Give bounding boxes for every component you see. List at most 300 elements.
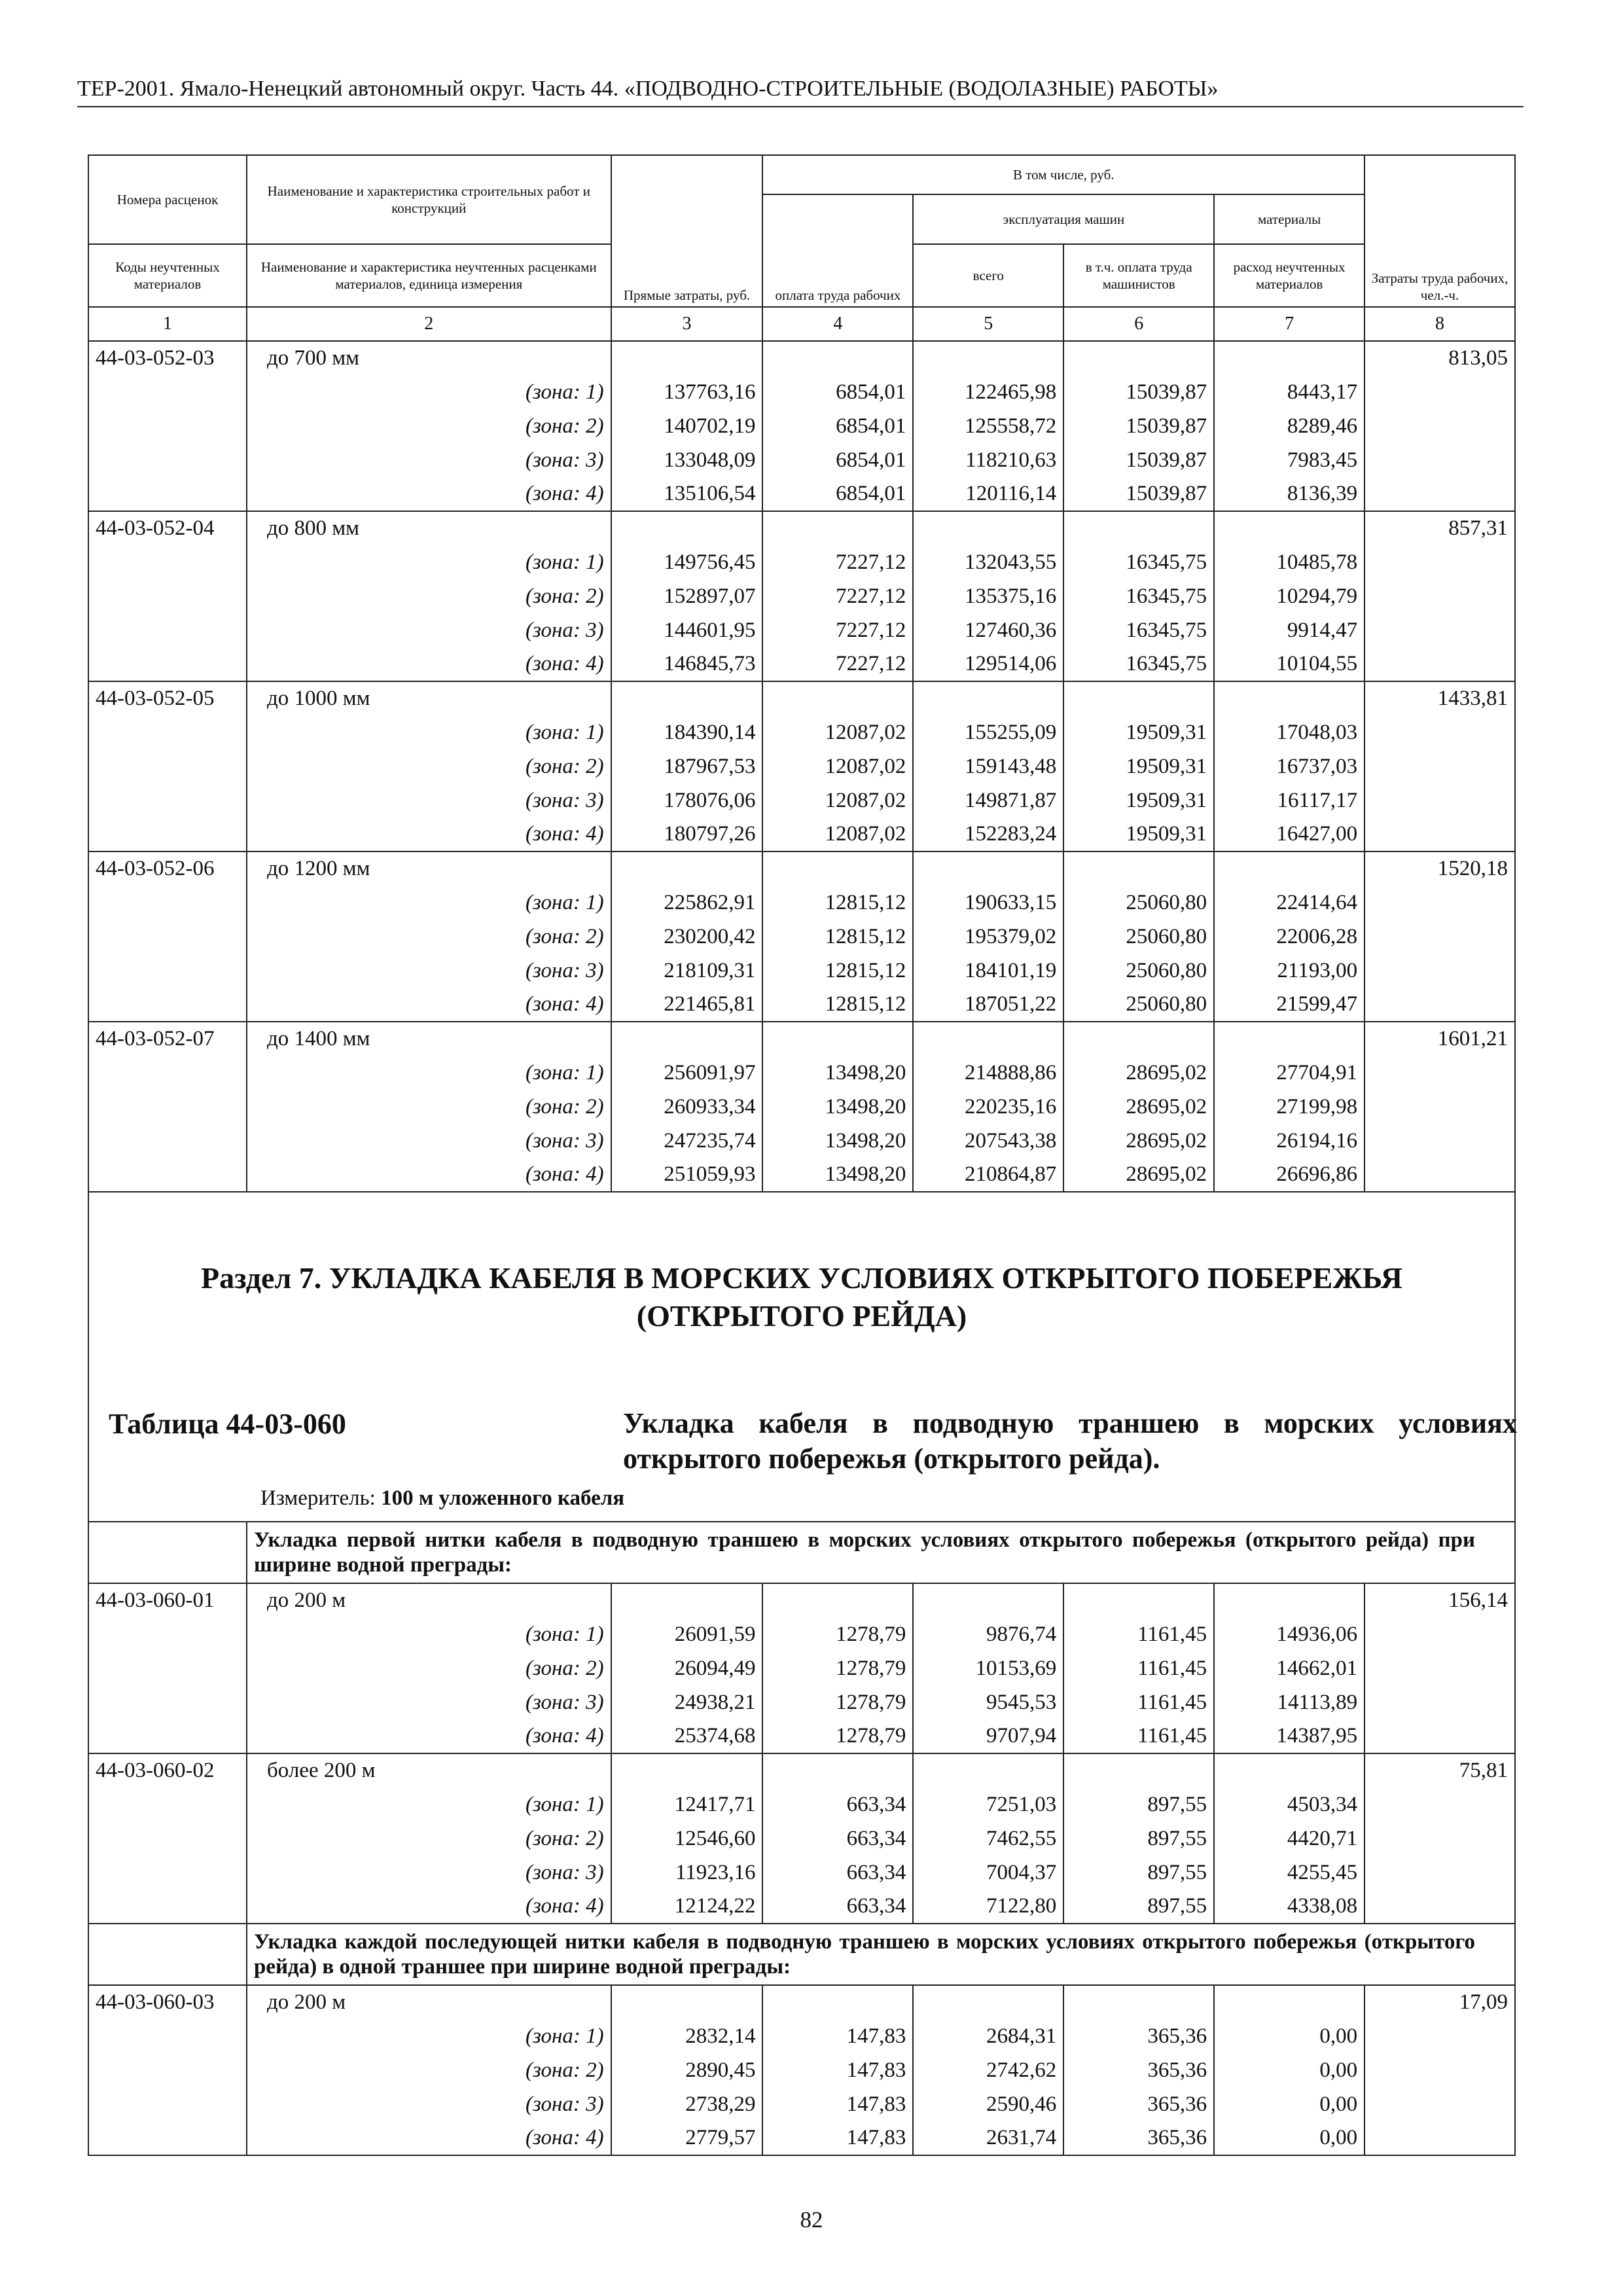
col-header-materials: материалы	[1214, 194, 1364, 244]
rate-code: 44-03-052-05	[88, 681, 247, 715]
wages: 6854,01	[762, 443, 913, 477]
direct-cost-cell	[611, 341, 763, 375]
section-box	[89, 1193, 1517, 1521]
wages: 7227,12	[762, 579, 913, 613]
materials-cost: 14936,06	[1214, 1617, 1364, 1651]
operators-cell	[1063, 511, 1214, 545]
wages: 6854,01	[762, 477, 913, 511]
column-number: 6	[1063, 307, 1214, 341]
operators-cell	[1063, 1985, 1214, 2019]
rate-code-cell	[88, 1821, 247, 1856]
wages-cell	[762, 1753, 913, 1787]
work-name: до 800 мм	[247, 511, 611, 545]
zone-row	[88, 1890, 1515, 1924]
machines-total: 159143,48	[913, 749, 1063, 783]
operators-cell	[1063, 341, 1214, 375]
rate-code-cell	[88, 954, 247, 988]
materials-cost: 21599,47	[1214, 988, 1364, 1022]
direct-cost: 25374,68	[611, 1719, 763, 1753]
direct-cost-cell	[611, 1022, 763, 1056]
rate-group-header-row	[88, 1583, 1515, 1617]
materials-cost: 8136,39	[1214, 477, 1364, 511]
direct-cost: 256091,97	[611, 1056, 763, 1090]
wages: 147,83	[762, 2019, 913, 2053]
materials-cost: 16737,03	[1214, 749, 1364, 783]
wages: 12087,02	[762, 783, 913, 817]
zone-label: (зона: 1)	[247, 1617, 611, 1651]
work-name: до 200 м	[247, 1985, 611, 2019]
rate-code-cell	[88, 545, 247, 579]
materials-cost: 14662,01	[1214, 1651, 1364, 1685]
zone-label: (зона: 2)	[247, 920, 611, 954]
materials-cost: 9914,47	[1214, 613, 1364, 647]
materials-cost: 14113,89	[1214, 1685, 1364, 1719]
rate-code-cell	[88, 443, 247, 477]
measurement-unit	[260, 1483, 624, 1513]
labor-cost: 17,09	[1364, 1985, 1515, 2019]
zone-label: (зона: 2)	[247, 579, 611, 613]
materials-cost: 21193,00	[1214, 954, 1364, 988]
operators-wages: 16345,75	[1063, 579, 1214, 613]
materials-cost: 8289,46	[1214, 409, 1364, 443]
direct-cost: 11923,16	[611, 1856, 763, 1890]
wages-cell	[762, 1985, 913, 2019]
direct-cost-cell	[611, 852, 763, 886]
subheading-left-cell	[88, 1924, 247, 1985]
wages: 12815,12	[762, 988, 913, 1022]
rate-code-cell	[88, 988, 247, 1022]
col-header-machines-total: всего	[913, 244, 1063, 307]
operators-wages: 16345,75	[1063, 613, 1214, 647]
materials-cost: 22414,64	[1214, 886, 1364, 920]
wages-cell	[762, 511, 913, 545]
machines-total: 214888,86	[913, 1056, 1063, 1090]
rate-code-cell	[88, 1158, 247, 1192]
operators-wages: 25060,80	[1063, 920, 1214, 954]
machines-total: 2684,31	[913, 2019, 1063, 2053]
operators-wages: 365,36	[1063, 2053, 1214, 2087]
operators-wages: 28695,02	[1063, 1124, 1214, 1158]
zone-row	[88, 409, 1515, 443]
materials-cell	[1214, 1753, 1364, 1787]
zone-row	[88, 2121, 1515, 2155]
direct-cost: 137763,16	[611, 375, 763, 409]
materials-cost: 26194,16	[1214, 1124, 1364, 1158]
machines-total: 7462,55	[913, 1821, 1063, 1856]
zone-label: (зона: 3)	[247, 2087, 611, 2121]
labor-cell	[1364, 954, 1515, 988]
direct-cost: 2832,14	[611, 2019, 763, 2053]
machines-total: 9545,53	[913, 1685, 1063, 1719]
rate-group-header-row	[88, 511, 1515, 545]
running-header: ТЕР-2001. Ямало-Ненецкий автономный округ. Часть 44. «ПОДВОДНО-СТРОИТЕЛЬНЫЕ (ВОДОЛАЗНЫЕ) РАБОТЫ»	[77, 77, 1219, 101]
labor-cell	[1364, 715, 1515, 749]
zone-row	[88, 1719, 1515, 1753]
direct-cost: 2890,45	[611, 2053, 763, 2087]
zone-label: (зона: 1)	[247, 715, 611, 749]
operators-wages: 1161,45	[1063, 1651, 1214, 1685]
operators-wages: 897,55	[1063, 1821, 1214, 1856]
zone-row	[88, 545, 1515, 579]
materials-cost: 10485,78	[1214, 545, 1364, 579]
labor-cell	[1364, 920, 1515, 954]
labor-cell	[1364, 1158, 1515, 1192]
zone-label: (зона: 4)	[247, 988, 611, 1022]
zone-row	[88, 715, 1515, 749]
header-rule	[77, 106, 1524, 107]
materials-cost: 16117,17	[1214, 783, 1364, 817]
direct-cost: 12124,22	[611, 1890, 763, 1924]
subheading-left-cell	[88, 1522, 247, 1583]
wages: 7227,12	[762, 545, 913, 579]
zone-label: (зона: 4)	[247, 1890, 611, 1924]
wages: 12087,02	[762, 817, 913, 852]
col-header-material-names: Наименование и характеристика неучтенных расценками материалов, единица измерения	[247, 244, 611, 307]
machines-total: 152283,24	[913, 817, 1063, 852]
zone-row	[88, 783, 1515, 817]
machines-total: 220235,16	[913, 1090, 1063, 1124]
subheading-text: Укладка первой нитки кабеля в подводную траншею в морских условиях открытого побережья (открытого рейда) при ширине водной преграды:	[247, 1522, 1515, 1583]
col-header-machines: эксплуатация машин	[913, 194, 1214, 244]
rate-code-cell	[88, 749, 247, 783]
operators-wages: 15039,87	[1063, 409, 1214, 443]
zone-row	[88, 1787, 1515, 1821]
direct-cost: 230200,42	[611, 920, 763, 954]
col-header-material-codes: Коды неучтенных материалов	[88, 244, 247, 307]
column-number: 1	[88, 307, 247, 341]
rate-code-cell	[88, 1617, 247, 1651]
machines-total: 10153,69	[913, 1651, 1063, 1685]
operators-wages: 28695,02	[1063, 1090, 1214, 1124]
zone-row	[88, 988, 1515, 1022]
operators-wages: 1161,45	[1063, 1685, 1214, 1719]
wages-cell	[762, 1022, 913, 1056]
materials-cost: 0,00	[1214, 2087, 1364, 2121]
zone-row	[88, 1056, 1515, 1090]
rate-group-header-row	[88, 1022, 1515, 1056]
labor-cell	[1364, 1685, 1515, 1719]
zone-row	[88, 920, 1515, 954]
direct-cost: 135106,54	[611, 477, 763, 511]
rate-group-header-row	[88, 1753, 1515, 1787]
zone-label: (зона: 1)	[247, 2019, 611, 2053]
materials-cost: 10104,55	[1214, 647, 1364, 681]
materials-cost: 27704,91	[1214, 1056, 1364, 1090]
operators-wages: 897,55	[1063, 1856, 1214, 1890]
page-number: 82	[800, 2207, 823, 2233]
zone-label: (зона: 1)	[247, 1787, 611, 1821]
labor-cell	[1364, 647, 1515, 681]
materials-cost: 7983,45	[1214, 443, 1364, 477]
zone-label: (зона: 4)	[247, 477, 611, 511]
labor-cell	[1364, 1090, 1515, 1124]
zone-row	[88, 954, 1515, 988]
labor-cell	[1364, 749, 1515, 783]
labor-cell	[1364, 613, 1515, 647]
labor-cost: 156,14	[1364, 1583, 1515, 1617]
zone-label: (зона: 1)	[247, 1056, 611, 1090]
col-header-material-usage: расход неучтенных материалов	[1214, 244, 1364, 307]
direct-cost-cell	[611, 511, 763, 545]
labor-cell	[1364, 988, 1515, 1022]
column-number: 8	[1364, 307, 1515, 341]
wages: 6854,01	[762, 375, 913, 409]
direct-cost: 149756,45	[611, 545, 763, 579]
section-title-line: Раздел 7. УКЛАДКА КАБЕЛЯ В МОРСКИХ УСЛОВИЯХ ОТКРЫТОГО ПОБЕРЕЖЬЯ	[201, 1261, 1402, 1295]
materials-cell	[1214, 511, 1364, 545]
rate-code-cell	[88, 1056, 247, 1090]
measurement-value: 100 м уложенного кабеля	[381, 1486, 625, 1510]
materials-cost: 4255,45	[1214, 1856, 1364, 1890]
wages: 6854,01	[762, 409, 913, 443]
zone-row	[88, 817, 1515, 852]
labor-cell	[1364, 375, 1515, 409]
wages: 13498,20	[762, 1124, 913, 1158]
machines-total: 184101,19	[913, 954, 1063, 988]
direct-cost: 24938,21	[611, 1685, 763, 1719]
operators-wages: 25060,80	[1063, 886, 1214, 920]
zone-row	[88, 647, 1515, 681]
wages: 12815,12	[762, 954, 913, 988]
direct-cost: 260933,34	[611, 1090, 763, 1124]
machines-total: 2742,62	[913, 2053, 1063, 2087]
materials-cost: 4503,34	[1214, 1787, 1364, 1821]
col-header-operators: в т.ч. оплата труда машинистов	[1063, 244, 1214, 307]
direct-cost: 133048,09	[611, 443, 763, 477]
zone-label: (зона: 4)	[247, 647, 611, 681]
machines-total: 118210,63	[913, 443, 1063, 477]
operators-wages: 28695,02	[1063, 1056, 1214, 1090]
direct-cost: 225862,91	[611, 886, 763, 920]
operators-wages: 897,55	[1063, 1890, 1214, 1924]
materials-cost: 14387,95	[1214, 1719, 1364, 1753]
machines-total: 2631,74	[913, 2121, 1063, 2155]
machines-total: 7122,80	[913, 1890, 1063, 1924]
col-header-rate-numbers: Номера расценок	[88, 155, 247, 244]
rate-code-cell	[88, 375, 247, 409]
wages: 663,34	[762, 1890, 913, 1924]
rate-code-cell	[88, 715, 247, 749]
section-title-line: (ОТКРЫТОГО РЕЙДА)	[636, 1299, 967, 1333]
labor-cell	[1364, 477, 1515, 511]
operators-cell	[1063, 1753, 1214, 1787]
work-name: до 700 мм	[247, 341, 611, 375]
materials-cost: 10294,79	[1214, 579, 1364, 613]
zone-row	[88, 1090, 1515, 1124]
rate-code-cell	[88, 1685, 247, 1719]
zone-row	[88, 579, 1515, 613]
operators-wages: 19509,31	[1063, 817, 1214, 852]
column-number: 7	[1214, 307, 1364, 341]
machines-total: 187051,22	[913, 988, 1063, 1022]
wages: 13498,20	[762, 1158, 913, 1192]
zone-label: (зона: 4)	[247, 2121, 611, 2155]
rate-code-cell	[88, 613, 247, 647]
operators-cell	[1063, 1022, 1214, 1056]
rate-code: 44-03-052-07	[88, 1022, 247, 1056]
zone-label: (зона: 3)	[247, 443, 611, 477]
zone-label: (зона: 3)	[247, 783, 611, 817]
rate-code: 44-03-052-03	[88, 341, 247, 375]
zone-label: (зона: 1)	[247, 375, 611, 409]
zone-label: (зона: 2)	[247, 1821, 611, 1856]
machines-total: 125558,72	[913, 409, 1063, 443]
wages-cell	[762, 341, 913, 375]
labor-cell	[1364, 1056, 1515, 1090]
rate-code: 44-03-060-01	[88, 1583, 247, 1617]
materials-cell	[1214, 341, 1364, 375]
machines-total: 149871,87	[913, 783, 1063, 817]
materials-cost: 0,00	[1214, 2019, 1364, 2053]
zone-label: (зона: 1)	[247, 886, 611, 920]
materials-cost: 4420,71	[1214, 1821, 1364, 1856]
operators-wages: 28695,02	[1063, 1158, 1214, 1192]
work-name: до 1000 мм	[247, 681, 611, 715]
operators-wages: 16345,75	[1063, 647, 1214, 681]
subheading-text: Укладка каждой последующей нитки кабеля в подводную траншею в морских условиях открытого побережья (открытого рейда) в одной траншее при ширине водной преграды:	[247, 1924, 1515, 1985]
wages: 12815,12	[762, 920, 913, 954]
operators-wages: 365,36	[1063, 2087, 1214, 2121]
labor-cell	[1364, 2019, 1515, 2053]
labor-cell	[1364, 2121, 1515, 2155]
subheading-row	[88, 1924, 1515, 1985]
machines-total: 155255,09	[913, 715, 1063, 749]
direct-cost: 26091,59	[611, 1617, 763, 1651]
zone-label: (зона: 4)	[247, 1719, 611, 1753]
labor-cell	[1364, 443, 1515, 477]
rate-table	[88, 154, 1516, 2156]
materials-cost: 4338,08	[1214, 1890, 1364, 1924]
rate-code-cell	[88, 1124, 247, 1158]
wages: 12087,02	[762, 749, 913, 783]
machines-total: 132043,55	[913, 545, 1063, 579]
machines-total: 127460,36	[913, 613, 1063, 647]
zone-row	[88, 1685, 1515, 1719]
rate-code-cell	[88, 920, 247, 954]
zone-label: (зона: 1)	[247, 545, 611, 579]
direct-cost: 180797,26	[611, 817, 763, 852]
labor-cell	[1364, 1124, 1515, 1158]
wages: 147,83	[762, 2087, 913, 2121]
zone-label: (зона: 2)	[247, 1651, 611, 1685]
wages: 1278,79	[762, 1719, 913, 1753]
wages: 12815,12	[762, 886, 913, 920]
labor-cell	[1364, 1821, 1515, 1856]
operators-wages: 16345,75	[1063, 545, 1214, 579]
wages-cell	[762, 852, 913, 886]
operators-cell	[1063, 681, 1214, 715]
machines-cell	[913, 852, 1063, 886]
rate-code-cell	[88, 579, 247, 613]
zone-label: (зона: 3)	[247, 1856, 611, 1890]
work-name: более 200 м	[247, 1753, 611, 1787]
zone-label: (зона: 3)	[247, 1685, 611, 1719]
rate-code-cell	[88, 2121, 247, 2155]
zone-label: (зона: 2)	[247, 2053, 611, 2087]
direct-cost: 247235,74	[611, 1124, 763, 1158]
table-description: Укладка кабеля в подводную траншею в морских условиях открытого побережья (открытого рейда).	[623, 1407, 1517, 1475]
direct-cost: 218109,31	[611, 954, 763, 988]
direct-cost: 152897,07	[611, 579, 763, 613]
machines-cell	[913, 511, 1063, 545]
materials-cell	[1214, 1985, 1364, 2019]
direct-cost: 146845,73	[611, 647, 763, 681]
direct-cost: 184390,14	[611, 715, 763, 749]
direct-cost: 26094,49	[611, 1651, 763, 1685]
labor-cell	[1364, 409, 1515, 443]
col-header-direct-costs: Прямые затраты, руб.	[611, 155, 763, 307]
labor-cell	[1364, 1787, 1515, 1821]
zone-label: (зона: 3)	[247, 1124, 611, 1158]
work-name: до 1400 мм	[247, 1022, 611, 1056]
machines-total: 129514,06	[913, 647, 1063, 681]
materials-cost: 8443,17	[1214, 375, 1364, 409]
wages: 663,34	[762, 1856, 913, 1890]
operators-wages: 365,36	[1063, 2121, 1214, 2155]
rate-code-cell	[88, 2019, 247, 2053]
zone-row	[88, 886, 1515, 920]
labor-cell	[1364, 1856, 1515, 1890]
operators-wages: 19509,31	[1063, 749, 1214, 783]
wages: 147,83	[762, 2053, 913, 2087]
zone-row	[88, 2087, 1515, 2121]
machines-cell	[913, 1985, 1063, 2019]
rate-code-cell	[88, 1787, 247, 1821]
zone-row	[88, 1651, 1515, 1685]
labor-cell	[1364, 1719, 1515, 1753]
wages: 13498,20	[762, 1090, 913, 1124]
zone-label: (зона: 3)	[247, 613, 611, 647]
operators-wages: 15039,87	[1063, 477, 1214, 511]
measurement-rule	[246, 1521, 1516, 1522]
wages-cell	[762, 681, 913, 715]
zone-label: (зона: 3)	[247, 954, 611, 988]
zone-row	[88, 2019, 1515, 2053]
machines-cell	[913, 1022, 1063, 1056]
wages: 12087,02	[762, 715, 913, 749]
machines-total: 122465,98	[913, 375, 1063, 409]
wages: 13498,20	[762, 1056, 913, 1090]
zone-label: (зона: 2)	[247, 409, 611, 443]
column-number: 2	[247, 307, 611, 341]
rate-code: 44-03-052-04	[88, 511, 247, 545]
zone-row	[88, 2053, 1515, 2087]
col-header-work-name: Наименование и характеристика строительных работ и конструкций	[247, 155, 611, 244]
machines-total: 2590,46	[913, 2087, 1063, 2121]
direct-cost: 2779,57	[611, 2121, 763, 2155]
zone-label: (зона: 4)	[247, 1158, 611, 1192]
labor-cost: 813,05	[1364, 341, 1515, 375]
wages: 663,34	[762, 1787, 913, 1821]
machines-total: 210864,87	[913, 1158, 1063, 1192]
col-header-labor: Затраты труда рабочих, чел.-ч.	[1364, 155, 1515, 307]
labor-cell	[1364, 579, 1515, 613]
labor-cell	[1364, 886, 1515, 920]
column-number: 4	[762, 307, 913, 341]
labor-cell	[1364, 817, 1515, 852]
operators-wages: 897,55	[1063, 1787, 1214, 1821]
section-row	[88, 1192, 1515, 1522]
rate-code: 44-03-060-02	[88, 1753, 247, 1787]
operators-wages: 25060,80	[1063, 988, 1214, 1022]
operators-wages: 25060,80	[1063, 954, 1214, 988]
labor-cell	[1364, 2053, 1515, 2087]
rate-group-header-row	[88, 341, 1515, 375]
wages-cell	[762, 1583, 913, 1617]
rate-code: 44-03-052-06	[88, 852, 247, 886]
materials-cost: 22006,28	[1214, 920, 1364, 954]
direct-cost: 251059,93	[611, 1158, 763, 1192]
